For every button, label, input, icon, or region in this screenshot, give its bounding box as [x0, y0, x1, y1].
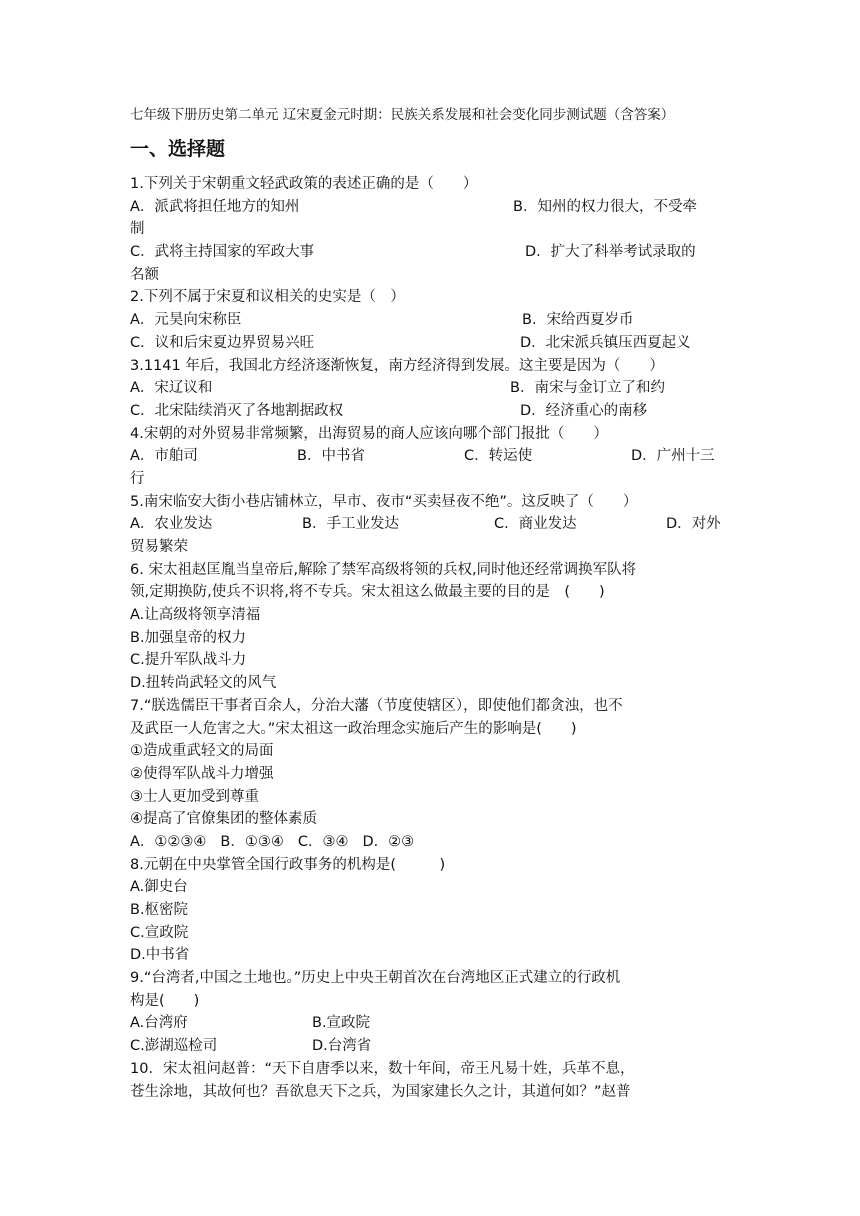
section-heading: 一、选择题	[130, 138, 226, 160]
q9-option-a: A.台湾府	[130, 1015, 188, 1032]
q1-option-d-continued: 名额	[130, 266, 159, 283]
q4-stem: 4.宋朝的对外贸易非常频繁，出海贸易的商人应该向哪个部门报批（ ）	[130, 425, 608, 442]
q4-option-b: B．中书省	[297, 448, 365, 465]
q7-option-b: B．①③④	[220, 833, 284, 850]
q4-option-c: C．转运使	[464, 448, 533, 465]
q6-stem-line2: 领,定期换防,使兵不识将,将不专兵。宋太祖这么做最主要的目的是 ( )	[130, 584, 605, 601]
q8-stem: 8.元朝在中央掌管全国行政事务的机构是( )	[130, 856, 446, 873]
q3-option-d: D．经济重心的南移	[520, 402, 648, 419]
q3-options-ab	[130, 377, 730, 400]
q8-option-a: A.御史台	[130, 879, 188, 896]
q9-stem-line2: 构是( )	[130, 992, 200, 1009]
q7-item-4: ④提高了官僚集团的整体素质	[130, 811, 317, 828]
q7-options	[130, 831, 730, 854]
q10-stem-line1: 10．宋太祖问赵普：“天下自唐季以来，数十年间，帝王凡易十姓，兵革不息，	[130, 1060, 635, 1077]
q5-option-d-continued: 贸易繁荣	[130, 539, 188, 555]
q4-option-a: A．市舶司	[130, 448, 198, 465]
q9-options-ab	[130, 1012, 730, 1035]
q2-stem: 2.下列不属于宋夏和议相关的史实是（ ）	[130, 289, 405, 306]
q5-options	[130, 513, 730, 536]
q1-option-c: C．武将主持国家的军政大事	[130, 244, 315, 261]
q8-option-d: D.中书省	[130, 947, 190, 964]
q4-option-d: D．广州十三	[631, 448, 715, 465]
q3-options-cd	[130, 400, 730, 423]
q7-option-a: A．①②③④	[130, 833, 207, 850]
q9-stem-line1: 9.“台湾者,中国之土地也。”历史上中央王朝首次在台湾地区正式建立的行政机	[130, 970, 621, 987]
q7-option-c: C．③④	[297, 833, 349, 850]
q2-options-ab	[130, 309, 730, 332]
q5-option-c: C．商业发达	[494, 516, 577, 533]
q3-stem: 3.1141 年后，我国北方经济逐渐恢复，南方经济得到发展。这主要是因为（ ）	[130, 357, 664, 374]
q1-stem: 1.下列关于宋朝重文轻武政策的表述正确的是（ ）	[130, 176, 478, 192]
q8-option-b: B.枢密院	[130, 902, 189, 918]
q7-item-3: ③士人更加受到尊重	[130, 788, 259, 805]
q1-option-b-continued: 制	[130, 221, 145, 238]
q5-option-a: A．农业发达	[130, 516, 213, 533]
question-list	[130, 173, 730, 1103]
q9-option-d: D.台湾省	[312, 1038, 372, 1055]
q1-option-d: D．扩大了科举考试录取的	[525, 244, 696, 261]
q2-option-c: C．议和后宋夏边界贸易兴旺	[130, 334, 315, 351]
q3-option-c: C．北宋陆续消灭了各地割据政权	[130, 402, 344, 419]
q7-option-d: D．②③	[362, 833, 415, 850]
q5-option-d: D．对外	[666, 516, 721, 533]
document-title: 七年级下册历史第二单元 辽宋夏金元时期：民族关系发展和社会变化同步测试题（含答案）	[130, 107, 675, 123]
q7-stem-line1: 7.“朕选儒臣干事者百余人，分治大藩（节度使辖区），即使他们都贪浊，也不	[130, 697, 623, 714]
q8-option-c: C.宣政院	[130, 924, 189, 941]
q1-options-ab	[130, 196, 730, 219]
q1-options-cd	[130, 241, 730, 264]
q4-option-d-continued: 行	[130, 470, 145, 487]
q6-option-a: A.让高级将领享清福	[130, 607, 261, 624]
q7-item-2: ②使得军队战斗力增强	[130, 765, 274, 782]
q4-options	[130, 445, 730, 468]
q1-option-a: A．派武将担任地方的知州	[130, 198, 300, 215]
q2-option-a: A．元昊向宋称臣	[130, 312, 242, 329]
q7-stem-line2: 及武臣一人危害之大。”宋太祖这一政治理念实施后产生的影响是( )	[130, 720, 577, 737]
q6-option-b: B.加强皇帝的权力	[130, 629, 247, 646]
q6-option-d: D.扭转尚武轻文的风气	[130, 675, 277, 692]
q9-option-b: B.宣政院	[312, 1015, 371, 1032]
q5-option-b: B．手工业发达	[302, 516, 399, 533]
q3-option-a: A．宋辽议和	[130, 380, 213, 397]
q2-option-d: D．北宋派兵镇压西夏起义	[520, 334, 691, 351]
q10-stem-line2: 苍生涂地，其故何也？吾欲息天下之兵，为国家建长久之计，其道何如？”赵普	[130, 1083, 631, 1100]
q7-item-1: ①造成重武轻文的局面	[130, 743, 274, 760]
q9-option-c: C.澎湖巡检司	[130, 1038, 218, 1055]
q1-option-b: B．知州的权力很大，不受牵	[513, 198, 697, 215]
q2-option-b: B．宋给西夏岁币	[522, 312, 634, 329]
q6-option-c: C.提升军队战斗力	[130, 652, 247, 669]
q3-option-b: B．南宋与金订立了和约	[510, 380, 665, 397]
q5-stem: 5.南宋临安大街小巷店铺林立，早市、夜市“买卖昼夜不绝”。这反映了（ ）	[130, 493, 638, 510]
q2-options-cd	[130, 332, 730, 355]
q9-options-cd	[130, 1035, 730, 1058]
q6-stem-line1: 6. 宋太祖赵匡胤当皇帝后,解除了禁军高级将领的兵权,同时他还经常调换军队将	[130, 561, 637, 578]
